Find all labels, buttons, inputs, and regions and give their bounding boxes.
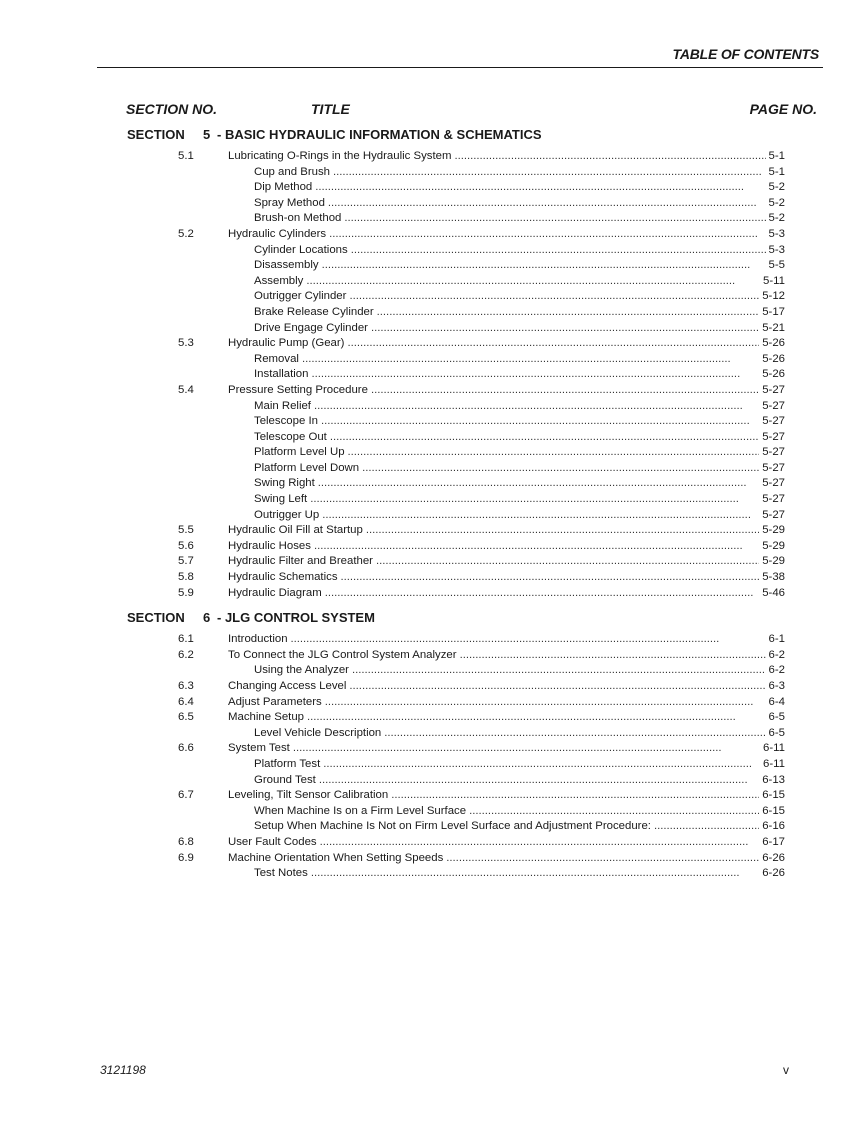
toc-subentry[interactable] <box>0 274 866 290</box>
toc-entry-line <box>254 211 785 227</box>
toc-entry-title: Hydraulic Diagram <box>228 586 322 599</box>
dot-leader <box>348 445 760 461</box>
toc-subentry[interactable] <box>0 430 866 446</box>
toc-entry-page: 6-5 <box>768 726 785 739</box>
toc-entry[interactable] <box>0 851 866 867</box>
toc-entry[interactable] <box>0 710 866 726</box>
column-header-title: TITLE <box>311 101 350 117</box>
dot-leader <box>315 180 765 196</box>
toc-entry-line <box>254 804 785 820</box>
section-heading-number: 6 <box>203 610 211 626</box>
toc-entry-line <box>254 258 785 274</box>
toc-entry-title: Telescope In <box>254 415 318 428</box>
dot-leader <box>306 274 760 290</box>
dot-leader <box>446 851 759 867</box>
toc-entry-page: 5-1 <box>768 165 785 178</box>
toc-entry-page: 5-27 <box>762 446 785 459</box>
toc-entry[interactable] <box>0 336 866 352</box>
toc-entry[interactable] <box>0 539 866 555</box>
toc-subentry[interactable] <box>0 258 866 274</box>
toc-entry[interactable] <box>0 695 866 711</box>
toc-entry-page: 6-11 <box>763 742 785 755</box>
toc-entry-line <box>254 866 785 882</box>
section-heading-title: - BASIC HYDRAULIC INFORMATION & SCHEMATICS <box>217 127 542 142</box>
toc-entry-title: Leveling, Tilt Sensor Calibration <box>228 789 389 802</box>
toc-entry-line <box>254 243 785 259</box>
toc-entry[interactable] <box>0 586 866 602</box>
toc-entry-title: Machine Setup <box>228 711 304 724</box>
toc-entry-line <box>228 586 785 602</box>
toc-entry-title: Removal <box>254 352 299 365</box>
toc-entry-line <box>254 445 785 461</box>
toc-entry-page: 6-3 <box>768 680 785 692</box>
toc-entry-line <box>254 165 785 181</box>
toc-entry-line <box>254 461 785 477</box>
footer-doc-number: 3121198 <box>100 1063 146 1077</box>
toc-entry-line <box>254 196 785 212</box>
toc-entry-number: 6.9 <box>178 851 194 864</box>
toc-subentry[interactable] <box>0 726 866 742</box>
toc-entry-number: 5.4 <box>178 383 194 396</box>
toc-entry-title: To Connect the JLG Control System Analyzer <box>228 648 457 661</box>
toc-entry-title: Main Relief <box>254 399 311 412</box>
toc-subentry[interactable] <box>0 819 866 835</box>
toc-subentry[interactable] <box>0 367 866 383</box>
toc-entry-line <box>228 570 785 586</box>
toc-entry-line <box>254 492 785 508</box>
dot-leader <box>319 773 759 789</box>
toc-entry-page: 6-15 <box>762 789 785 802</box>
toc-entry-line <box>254 352 785 368</box>
toc-entry-title: Adjust Parameters <box>228 695 322 708</box>
toc-entry-title: When Machine Is on a Firm Level Surface <box>254 804 467 817</box>
dot-leader <box>325 586 760 602</box>
toc-entry-number: 5.8 <box>178 571 194 584</box>
toc-entry-page: 5-29 <box>762 555 785 568</box>
toc-entry-title: Platform Test <box>254 757 321 770</box>
toc-entry-line <box>254 321 785 337</box>
dot-leader <box>322 258 766 274</box>
toc-subentry[interactable] <box>0 289 866 305</box>
toc-entry-title: Platform Level Down <box>254 461 360 474</box>
toc-entry-title: Hydraulic Cylinders <box>228 227 327 240</box>
toc-entry-line <box>254 819 785 835</box>
toc-entry-page: 5-2 <box>768 196 785 209</box>
toc-entry-number: 6.3 <box>178 680 194 692</box>
dot-leader <box>321 414 759 430</box>
dot-leader <box>362 461 759 477</box>
toc-entry-line <box>254 773 785 789</box>
toc-subentry[interactable] <box>0 757 866 773</box>
toc-entry-line <box>228 554 785 570</box>
toc-entry-line <box>254 508 785 524</box>
toc-entry-line <box>254 757 785 773</box>
toc-entry-number: 6.6 <box>178 742 194 755</box>
section-heading <box>0 607 866 628</box>
toc-entry-number: 5.3 <box>178 337 194 350</box>
toc-entry-line <box>228 741 785 757</box>
toc-entry-title: Cylinder Locations <box>254 243 348 256</box>
toc-entry-page: 6-5 <box>768 711 785 724</box>
toc-entry-line <box>228 851 785 867</box>
toc-entry[interactable] <box>0 632 866 648</box>
column-header-section: SECTION NO. <box>126 101 218 117</box>
toc-entry[interactable] <box>0 383 866 399</box>
toc-entry-line <box>254 663 785 679</box>
toc-entry-title: Brush-on Method <box>254 212 342 225</box>
toc-entry-line <box>254 414 785 430</box>
toc-entry-page: 5-29 <box>762 524 785 537</box>
section-heading <box>0 124 866 145</box>
dot-leader <box>320 835 760 851</box>
toc-entry-number: 6.8 <box>178 835 194 848</box>
toc-entry-line <box>254 399 785 415</box>
toc-entry-page: 5-11 <box>763 274 785 287</box>
toc-entry[interactable] <box>0 523 866 539</box>
toc-entry-number: 6.5 <box>178 711 194 724</box>
dot-leader <box>347 336 759 352</box>
toc-entry-title: Lubricating O-Rings in the Hydraulic System <box>228 150 452 162</box>
toc-subentry[interactable] <box>0 508 866 524</box>
toc-entry-title: Drive Engage Cylinder <box>254 321 368 334</box>
toc-entry-number: 5.1 <box>178 150 194 162</box>
dot-leader <box>376 554 759 570</box>
toc-entry-page: 5-5 <box>768 259 785 272</box>
toc-subentry[interactable] <box>0 211 866 227</box>
toc-entry[interactable] <box>0 679 866 695</box>
toc-entry-title: Assembly <box>254 274 304 287</box>
toc-entry-page: 5-38 <box>762 571 785 584</box>
toc-entry-page: 6-26 <box>762 867 785 880</box>
dot-leader <box>322 508 759 524</box>
toc-entry-page: 5-12 <box>762 290 785 303</box>
toc-entry-number: 5.2 <box>178 227 194 240</box>
toc-entry-line <box>228 632 785 648</box>
column-header-page: PAGE NO. <box>749 101 817 117</box>
toc-entry-page: 5-17 <box>762 305 785 318</box>
toc-entry-title: Installation <box>254 368 309 381</box>
dot-leader <box>349 289 759 305</box>
dot-leader <box>371 321 759 337</box>
toc-entry-page: 5-21 <box>762 321 785 334</box>
dot-leader <box>330 430 759 446</box>
table-of-contents <box>0 122 866 882</box>
section-heading-label: SECTION <box>127 610 185 626</box>
toc-entry[interactable] <box>0 149 866 165</box>
toc-subentry[interactable] <box>0 180 866 196</box>
toc-entry-page: 6-26 <box>762 851 785 864</box>
dot-leader <box>377 305 760 321</box>
toc-entry-page: 5-2 <box>768 212 785 225</box>
toc-entry-page: 5-27 <box>762 430 785 443</box>
toc-entry-page: 6-15 <box>762 804 785 817</box>
toc-entry-page: 5-3 <box>768 243 785 256</box>
toc-subentry[interactable] <box>0 165 866 181</box>
toc-entry[interactable] <box>0 788 866 804</box>
toc-entry-page: 6-11 <box>763 757 785 770</box>
toc-subentry[interactable] <box>0 804 866 820</box>
toc-entry-page: 5-46 <box>762 586 785 599</box>
header-rule <box>97 67 823 68</box>
toc-entry-line <box>254 367 785 383</box>
toc-entry-title: Pressure Setting Procedure <box>228 383 368 396</box>
dot-leader <box>366 523 759 539</box>
toc-entry-number: 6.7 <box>178 789 194 802</box>
toc-entry-line <box>254 726 785 742</box>
toc-subentry[interactable] <box>0 663 866 679</box>
toc-entry-line <box>228 539 785 555</box>
toc-entry-page: 6-16 <box>762 820 785 833</box>
dot-leader <box>328 196 766 212</box>
toc-entry-page: 5-29 <box>762 539 785 552</box>
dot-leader <box>311 866 759 882</box>
dot-leader <box>291 632 766 648</box>
dot-leader <box>333 165 766 181</box>
toc-subentry[interactable] <box>0 461 866 477</box>
toc-entry-page: 5-26 <box>762 368 785 381</box>
toc-entry-line <box>228 383 785 399</box>
section-heading-label: SECTION <box>127 127 185 142</box>
toc-entry-title: Machine Orientation When Setting Speeds <box>228 851 444 864</box>
toc-entry-title: Swing Left <box>254 493 308 506</box>
toc-entry-title: Swing Right <box>254 477 315 490</box>
toc-entry-number: 5.7 <box>178 555 194 568</box>
dot-leader <box>318 476 759 492</box>
toc-entry-title: Setup When Machine Is Not on Firm Level Surface and Adjustment Procedure: <box>254 820 651 833</box>
section-heading-number: 5 <box>203 127 211 142</box>
toc-entry-line <box>228 835 785 851</box>
toc-entry-title: Brake Release Cylinder <box>254 305 374 318</box>
toc-entry-title: User Fault Codes <box>228 835 317 848</box>
toc-subentry[interactable] <box>0 243 866 259</box>
toc-entry-title: Platform Level Up <box>254 446 345 459</box>
toc-entry-page: 5-27 <box>762 508 785 521</box>
toc-entry-number: 5.5 <box>178 524 194 537</box>
toc-entry-title: Hydraulic Pump (Gear) <box>228 337 345 350</box>
dot-leader <box>454 149 765 165</box>
toc-entry-page: 6-2 <box>768 648 785 661</box>
toc-entry-page: 6-17 <box>762 835 785 848</box>
toc-entry-line <box>254 274 785 290</box>
toc-entry-title: System Test <box>228 742 290 755</box>
dot-leader <box>311 367 759 383</box>
dot-leader <box>323 757 760 773</box>
toc-subentry[interactable] <box>0 476 866 492</box>
toc-entry-page: 5-27 <box>762 399 785 412</box>
toc-entry-line <box>228 679 785 695</box>
dot-leader <box>352 663 766 679</box>
section-entries <box>0 632 866 882</box>
toc-entry-number: 5.9 <box>178 586 194 599</box>
section-entries <box>0 149 866 601</box>
toc-subentry[interactable] <box>0 492 866 508</box>
toc-entry-page: 6-4 <box>768 695 785 708</box>
toc-entry-number: 5.6 <box>178 539 194 552</box>
toc-entry-page: 5-27 <box>762 493 785 506</box>
dot-leader <box>341 570 760 586</box>
toc-entry-title: Ground Test <box>254 773 316 786</box>
toc-entry-line <box>228 149 785 165</box>
toc-entry-title: Telescope Out <box>254 430 327 443</box>
toc-entry-title: Disassembly <box>254 259 319 272</box>
toc-entry-page: 5-27 <box>762 383 785 396</box>
toc-entry-page: 5-1 <box>768 150 785 162</box>
toc-subentry[interactable] <box>0 196 866 212</box>
dot-leader <box>384 726 765 742</box>
toc-subentry[interactable] <box>0 305 866 321</box>
toc-entry-page: 5-2 <box>768 181 785 194</box>
toc-subentry[interactable] <box>0 866 866 882</box>
toc-entry-title: Hydraulic Oil Fill at Startup <box>228 524 363 537</box>
toc-entry-page: 5-26 <box>762 352 785 365</box>
dot-leader <box>314 399 759 415</box>
dot-leader <box>391 788 759 804</box>
toc-entry[interactable] <box>0 741 866 757</box>
footer-page-number: v <box>783 1063 789 1077</box>
dot-leader <box>469 804 759 820</box>
dot-leader <box>310 492 759 508</box>
toc-entry-number: 6.4 <box>178 695 194 708</box>
toc-entry-line <box>228 695 785 711</box>
toc-subentry[interactable] <box>0 321 866 337</box>
toc-entry-title: Using the Analyzer <box>254 664 349 677</box>
toc-entry-page: 6-2 <box>768 664 785 677</box>
toc-entry-page: 5-26 <box>762 337 785 350</box>
toc-entry-line <box>228 523 785 539</box>
toc-entry-line <box>228 710 785 726</box>
toc-subentry[interactable] <box>0 445 866 461</box>
dot-leader <box>329 227 765 243</box>
toc-subentry[interactable] <box>0 352 866 368</box>
dot-leader <box>351 243 766 259</box>
dot-leader <box>302 352 759 368</box>
toc-entry[interactable] <box>0 835 866 851</box>
toc-entry-title: Introduction <box>228 633 288 646</box>
toc-entry-title: Dip Method <box>254 181 313 194</box>
toc-entry-page: 6-13 <box>762 773 785 786</box>
toc-entry-line <box>228 336 785 352</box>
section-heading-title: - JLG CONTROL SYSTEM <box>217 610 375 626</box>
toc-entry[interactable] <box>0 648 866 664</box>
toc-subentry[interactable] <box>0 399 866 415</box>
toc-entry-line <box>254 289 785 305</box>
dot-leader <box>344 211 765 227</box>
toc-entry-title: Outrigger Cylinder <box>254 290 347 303</box>
toc-entry[interactable] <box>0 570 866 586</box>
toc-entry-line <box>254 180 785 196</box>
toc-entry-line <box>228 648 785 664</box>
toc-entry-title: Cup and Brush <box>254 165 330 178</box>
toc-entry-page: 5-27 <box>762 415 785 428</box>
toc-entry-page: 6-1 <box>768 633 785 646</box>
dot-leader <box>460 648 766 664</box>
toc-entry-line <box>228 227 785 243</box>
toc-entry-title: Hydraulic Schematics <box>228 571 338 584</box>
dot-leader <box>307 710 766 726</box>
dot-leader <box>293 741 760 757</box>
toc-entry[interactable] <box>0 554 866 570</box>
toc-entry-line <box>254 305 785 321</box>
toc-entry-page: 5-3 <box>768 227 785 240</box>
dot-leader <box>654 819 759 835</box>
toc-subentry[interactable] <box>0 773 866 789</box>
toc-entry-line <box>228 788 785 804</box>
dot-leader <box>349 679 765 695</box>
toc-entry-title: Test Notes <box>254 867 308 880</box>
toc-entry-number: 6.1 <box>178 633 194 646</box>
toc-entry-line <box>254 476 785 492</box>
column-headers <box>0 101 866 119</box>
dot-leader <box>314 539 759 555</box>
toc-entry[interactable] <box>0 227 866 243</box>
dot-leader <box>325 695 766 711</box>
header-title: TABLE OF CONTENTS <box>672 46 819 62</box>
toc-entry-page: 5-27 <box>762 461 785 474</box>
dot-leader <box>371 383 759 399</box>
toc-entry-title: Outrigger Up <box>254 508 320 521</box>
toc-entry-number: 6.2 <box>178 648 194 661</box>
toc-entry-title: Changing Access Level <box>228 680 347 692</box>
toc-entry-page: 5-27 <box>762 477 785 490</box>
toc-entry-title: Spray Method <box>254 196 325 209</box>
toc-entry-title: Hydraulic Hoses <box>228 539 311 552</box>
toc-entry-title: Hydraulic Filter and Breather <box>228 555 373 568</box>
toc-subentry[interactable] <box>0 414 866 430</box>
toc-entry-line <box>254 430 785 446</box>
toc-entry-title: Level Vehicle Description <box>254 726 382 739</box>
